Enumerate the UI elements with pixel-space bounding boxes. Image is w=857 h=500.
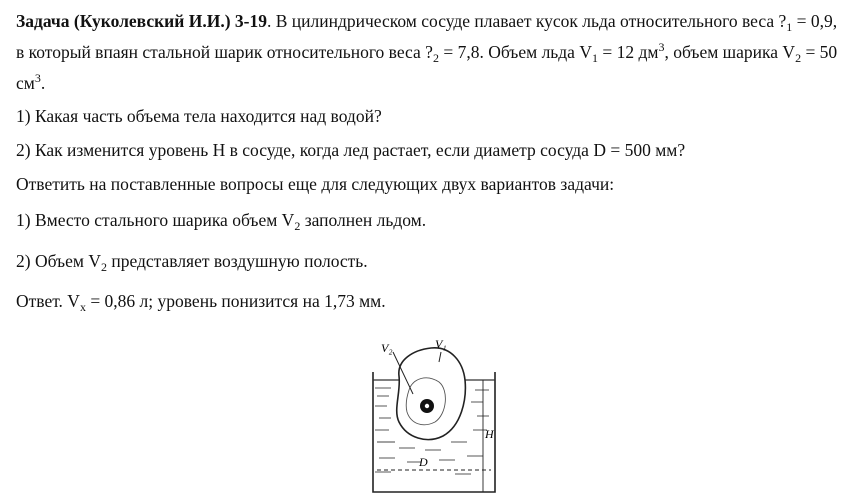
intro-text: = 50 см bbox=[16, 42, 838, 93]
intro-text: . В цилиндрическом сосуде плавает кусок льда относительного веса ? bbox=[266, 11, 787, 31]
intro-text: = 0,9, в который впаян стальной шарик относительного веса ? bbox=[16, 11, 838, 62]
answer-text: = 0,86 л; уровень понизится на 1,73 мм. bbox=[85, 291, 386, 311]
ice-body bbox=[397, 348, 466, 440]
superscript: 3 bbox=[658, 40, 665, 54]
subscript: 2 bbox=[294, 219, 301, 233]
answer bbox=[16, 284, 846, 318]
variant-text: 1) Вместо стального шарика объем V bbox=[16, 210, 295, 230]
label-h: H bbox=[485, 427, 494, 441]
vessel-diagram bbox=[355, 330, 503, 498]
subscript: 2 bbox=[795, 51, 802, 65]
variant-2 bbox=[16, 244, 846, 278]
answer-text: Ответ. V bbox=[16, 291, 80, 311]
variant-text: представляет воздушную полость. bbox=[106, 251, 368, 271]
problem-text bbox=[16, 6, 846, 318]
vessel-figure bbox=[355, 330, 503, 498]
steel-ball-highlight bbox=[425, 404, 429, 408]
label-v1: V₁ bbox=[435, 337, 447, 351]
variant-1 bbox=[16, 203, 846, 237]
variant-text: 2) Объем V bbox=[16, 251, 101, 271]
intro-text: . bbox=[40, 73, 46, 93]
label-v2: V₂ bbox=[381, 341, 393, 355]
subscript: 1 bbox=[591, 51, 598, 65]
question-3: Ответить на поставленные вопросы еще для следующих двух вариантов задачи: bbox=[16, 174, 615, 194]
question-2: 2) Как изменится уровень H в сосуде, когда лед растает, если диаметр сосуда D = 500 мм? bbox=[16, 140, 686, 160]
subscript: x bbox=[79, 300, 86, 314]
question-1: 1) Какая часть объема тела находится над водой? bbox=[16, 106, 382, 126]
intro-text: = 12 дм bbox=[597, 42, 659, 62]
subscript: 2 bbox=[100, 260, 107, 274]
superscript: 3 bbox=[34, 71, 41, 85]
problem-title: Задача (Куколевский И.И.) 3-19 bbox=[16, 11, 267, 31]
problem-intro bbox=[16, 6, 846, 99]
label-d: D bbox=[419, 455, 428, 469]
intro-text: = 7,8. Объем льда V bbox=[438, 42, 592, 62]
subscript: 1 bbox=[786, 20, 793, 34]
subscript: 2 bbox=[432, 51, 439, 65]
variant-text: заполнен льдом. bbox=[300, 210, 427, 230]
intro-text: , объем шарика V bbox=[664, 42, 796, 62]
